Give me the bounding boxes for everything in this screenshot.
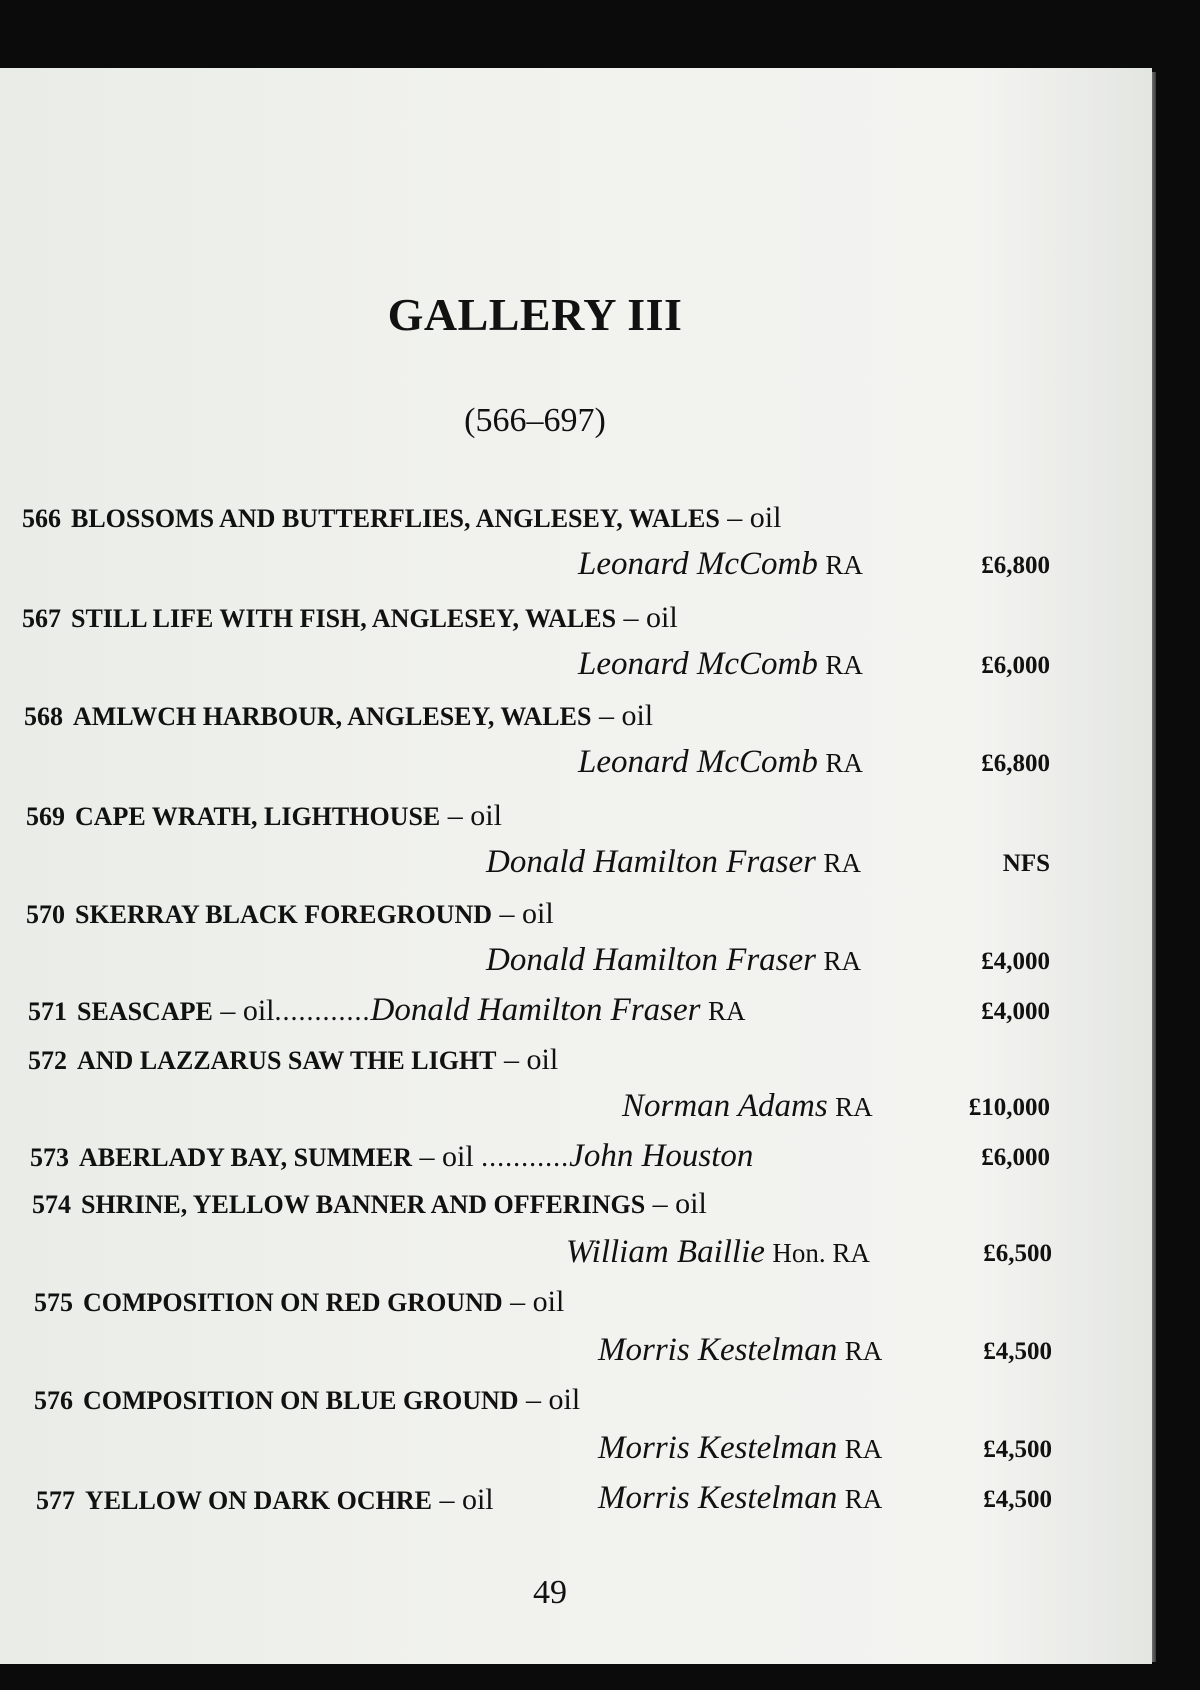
entry-title-line <box>36 1482 494 1519</box>
artist-name: Morris Kestelman <box>598 1480 838 1516</box>
entry-medium: – oil <box>220 994 275 1027</box>
leader-dots: ........... <box>481 1142 570 1173</box>
entry-title: SHRINE, YELLOW BANNER AND OFFERINGS <box>81 1190 646 1219</box>
entry-title-line <box>28 1042 558 1079</box>
entry-title-line <box>34 1382 580 1419</box>
entry-number: 570 <box>26 900 65 929</box>
price: £4,500 <box>983 1338 1052 1365</box>
artist-name: Leonard McComb <box>578 646 818 682</box>
leader-dots: ............ <box>274 996 371 1027</box>
entry-title: CAPE WRATH, LIGHTHOUSE <box>75 802 441 831</box>
artist-rank: RA <box>844 1336 883 1366</box>
price: £10,000 <box>968 1094 1050 1121</box>
entry-artist-line <box>566 1234 870 1271</box>
artist-rank: RA <box>844 1484 883 1514</box>
price: £6,800 <box>981 552 1050 579</box>
entry-title: STILL LIFE WITH FISH, ANGLESEY, WALES <box>71 604 617 633</box>
entry-number: 566 <box>22 504 61 533</box>
entry-artist-line <box>578 744 863 781</box>
entry-title-line <box>26 798 502 835</box>
artist-name: William Baillie <box>566 1234 765 1270</box>
entry-title: SKERRAY BLACK FOREGROUND <box>75 900 493 929</box>
entry-title-line <box>32 1186 707 1223</box>
entry-title: AND LAZZARUS SAW THE LIGHT <box>77 1046 497 1075</box>
artist-name: Morris Kestelman <box>598 1332 838 1368</box>
entry-medium: – oil <box>439 1483 494 1516</box>
entry-number: 569 <box>26 802 65 831</box>
entry-number: 572 <box>28 1046 67 1075</box>
artist-rank: RA <box>823 848 862 878</box>
entry-title: YELLOW ON DARK OCHRE <box>85 1486 432 1515</box>
artist-name: Donald Hamilton Fraser <box>486 844 816 880</box>
entry-title-line <box>34 1284 564 1321</box>
entry-medium: – oil <box>727 501 782 534</box>
price: £6,000 <box>981 652 1050 679</box>
artist-rank: RA <box>825 748 863 778</box>
entry-artist-line <box>486 942 861 979</box>
entry-medium: – oil <box>526 1383 581 1416</box>
entry-number: 574 <box>32 1190 71 1219</box>
entry-artist-line <box>486 844 861 881</box>
artist-name: Leonard McComb <box>578 744 818 780</box>
entry-title-line <box>22 500 781 537</box>
price: £4,000 <box>981 998 1050 1025</box>
artist-name: Donald Hamilton Fraser <box>370 992 701 1028</box>
entry-title-line <box>22 600 678 637</box>
price: £4,500 <box>983 1436 1052 1463</box>
entry-medium: – oil <box>504 1043 559 1076</box>
entry-number: 573 <box>30 1143 69 1172</box>
entry-medium: – oil <box>499 897 554 930</box>
price: £6,500 <box>983 1240 1052 1267</box>
artist-name: Leonard McComb <box>578 546 818 582</box>
artist-rank: RA <box>835 1092 873 1122</box>
artist-rank: RA <box>825 650 863 680</box>
price: NFS <box>1002 850 1050 877</box>
entry-title: BLOSSOMS AND BUTTERFLIES, ANGLESEY, WALES <box>71 504 720 533</box>
artist-rank: Hon. RA <box>772 1238 870 1268</box>
artist-rank: RA <box>844 1434 883 1464</box>
artist-name: John Houston <box>569 1138 754 1174</box>
entry-artist-line <box>598 1480 882 1517</box>
entry-medium: – oil <box>623 601 678 634</box>
entry-title: ABERLADY BAY, SUMMER <box>79 1143 412 1172</box>
entry-medium: – oil <box>419 1140 474 1173</box>
entry-title-line <box>28 992 746 1030</box>
entry-title-line <box>26 896 554 933</box>
entry-artist-line <box>622 1088 873 1125</box>
entry-number: 568 <box>24 702 63 731</box>
entry-medium: – oil <box>510 1285 565 1318</box>
entry-number: 571 <box>28 997 67 1026</box>
catalogue-number-range: (566–697) <box>464 402 606 439</box>
artist-name: Donald Hamilton Fraser <box>486 942 816 978</box>
entry-artist-line <box>598 1430 882 1467</box>
entry-title-line <box>30 1138 753 1176</box>
entry-medium: – oil <box>652 1187 707 1220</box>
entry-number: 567 <box>22 604 61 633</box>
artist-name: Morris Kestelman <box>598 1430 838 1466</box>
entry-title-line <box>24 698 653 735</box>
entry-title: SEASCAPE <box>77 997 213 1026</box>
artist-rank: RA <box>825 550 863 580</box>
artist-rank: RA <box>708 996 746 1026</box>
artist-name: Norman Adams <box>622 1088 828 1124</box>
entry-number: 576 <box>34 1386 73 1415</box>
catalogue-page <box>0 68 1152 1664</box>
gallery-title: GALLERY III <box>387 289 683 340</box>
entry-medium: – oil <box>447 799 502 832</box>
entry-artist-line <box>578 646 863 683</box>
page-number: 49 <box>533 1574 567 1611</box>
entry-title: COMPOSITION ON RED GROUND <box>83 1288 503 1317</box>
entry-artist-line <box>598 1332 882 1369</box>
entry-title: COMPOSITION ON BLUE GROUND <box>83 1386 519 1415</box>
entry-number: 577 <box>36 1486 75 1515</box>
artist-rank: RA <box>823 946 862 976</box>
price: £6,800 <box>981 750 1050 777</box>
price: £4,500 <box>983 1486 1052 1513</box>
entry-number: 575 <box>34 1288 73 1317</box>
price: £6,000 <box>981 1144 1050 1171</box>
entry-medium: – oil <box>598 699 654 732</box>
entry-title: AMLWCH HARBOUR, ANGLESEY, WALES <box>73 702 592 731</box>
price: £4,000 <box>981 948 1050 975</box>
